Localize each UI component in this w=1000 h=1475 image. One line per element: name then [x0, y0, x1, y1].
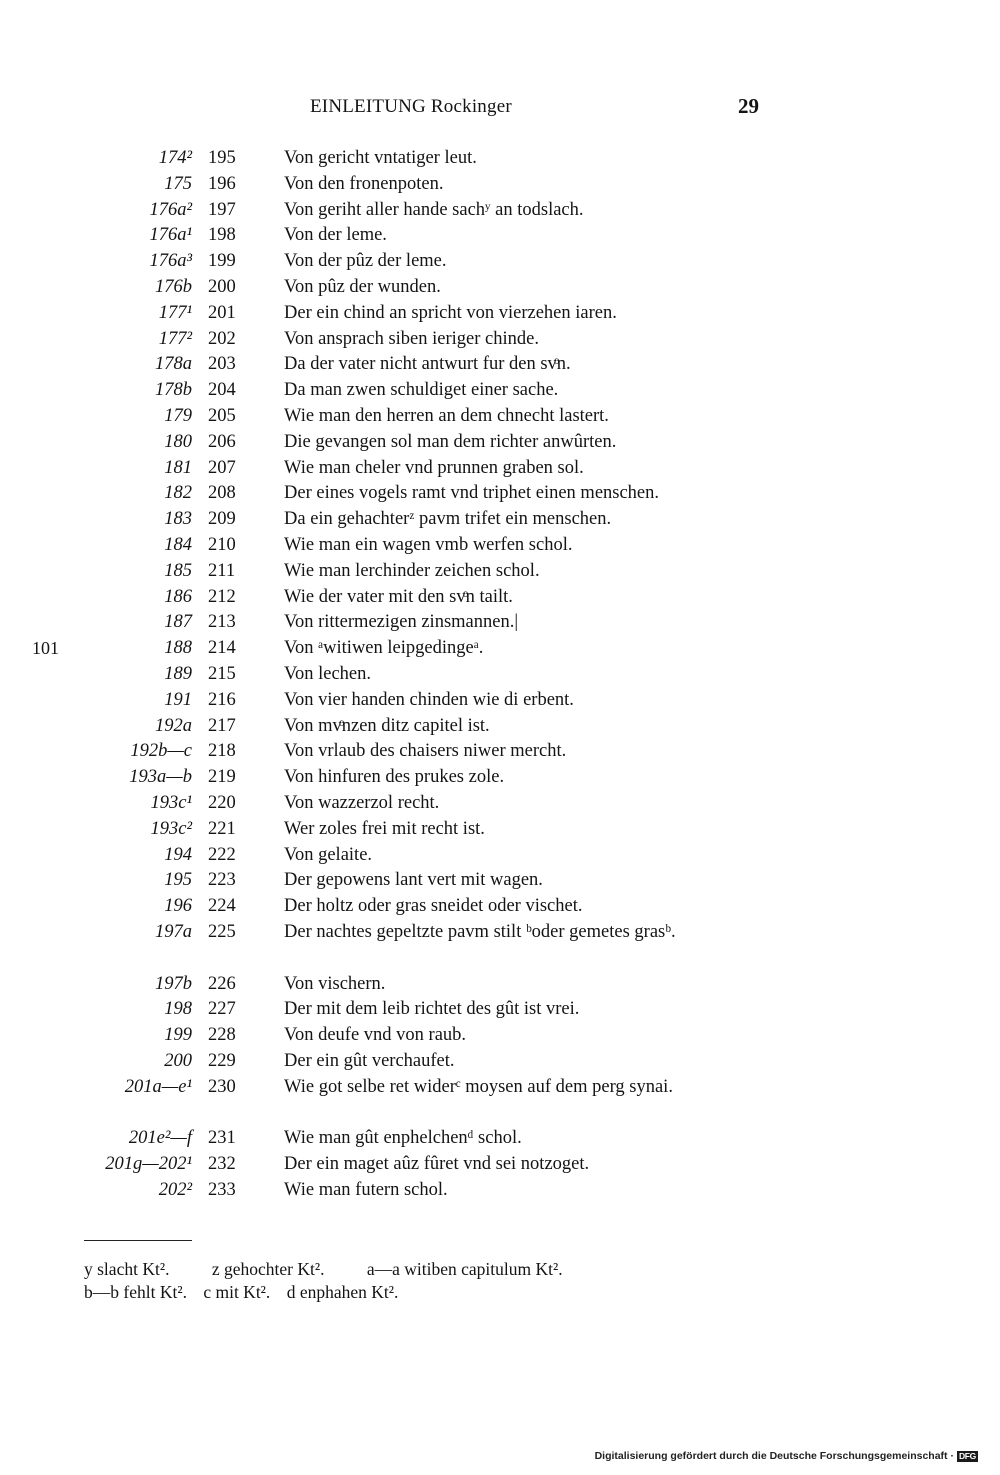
page-number: 29: [738, 94, 759, 118]
index-entry: [0, 507, 1000, 533]
chapter-number: 212: [208, 586, 236, 607]
chapter-number: 207: [208, 457, 236, 478]
chapter-title: Wie der vater mit den svͦn tailt.: [284, 586, 513, 607]
footnote-line-2: [84, 1281, 784, 1304]
chapter-number: 220: [208, 792, 236, 813]
source-reference: 197b: [155, 973, 192, 994]
chapter-title: Da man zwen schuldiget einer sache.: [284, 380, 559, 401]
chapter-number: 203: [208, 354, 236, 375]
chapter-number: 211: [208, 560, 236, 581]
source-reference: 179: [164, 405, 192, 426]
chapter-title: Wie man cheler vnd prunnen graben sol.: [284, 457, 584, 478]
index-entry: [0, 1023, 1000, 1049]
source-reference: 176a²: [149, 199, 192, 220]
index-entry: [0, 533, 1000, 559]
credit-text: Digitalisierung gefördert durch die Deutsche Forschungsgemeinschaft ·: [594, 1450, 954, 1462]
source-reference: 194: [164, 844, 192, 865]
index-entry: [0, 920, 1000, 972]
source-reference: 197a: [155, 921, 192, 942]
chapter-number: 226: [208, 973, 236, 994]
chapter-number: 231: [208, 1128, 236, 1149]
chapter-number: 201: [208, 302, 236, 323]
source-reference: 176a¹: [149, 225, 192, 246]
chapter-title: Der holtz oder gras sneidet oder vischet.: [284, 896, 583, 917]
index-entry: [0, 301, 1000, 327]
chapter-number: 202: [208, 328, 236, 349]
index-entry: [0, 1049, 1000, 1075]
source-reference: 185: [164, 560, 192, 581]
chapter-number: 196: [208, 173, 236, 194]
chapter-title: Von deufe vnd von raub.: [284, 1025, 467, 1046]
chapter-title: Von wazzerzol recht.: [284, 792, 440, 813]
chapter-title: Da der vater nicht antwurt fur den svͦn.: [284, 354, 571, 375]
chapter-number: 214: [208, 638, 236, 659]
chapter-title: Von vischern.: [284, 973, 386, 994]
chapter-title: Der eines vogels ramt vnd triphet einen menschen.: [284, 483, 660, 504]
index-entry: [0, 456, 1000, 482]
chapter-number: 228: [208, 1025, 236, 1046]
chapter-number: 208: [208, 483, 236, 504]
chapter-title: Von mvͦnzen ditz capitel ist.: [284, 715, 490, 736]
chapter-title: Da ein gehachterᶻ pavm trifet ein menschen.: [284, 509, 612, 530]
chapter-number: 216: [208, 689, 236, 710]
footnote-y: y slacht Kt².: [84, 1259, 170, 1279]
chapter-number: 225: [208, 921, 236, 942]
source-reference: 174²: [158, 148, 192, 168]
index-entry: [0, 585, 1000, 611]
chapter-number: 233: [208, 1179, 236, 1200]
index-entry: [0, 430, 1000, 456]
chapter-title: Wie man ein wagen vmb werfen schol.: [284, 534, 573, 555]
index-entry: [0, 843, 1000, 869]
footnote-b: b—b fehlt Kt².: [84, 1282, 187, 1302]
index-entry: [0, 1075, 1000, 1127]
digitization-credit: [595, 1450, 978, 1462]
source-reference: 176b: [155, 276, 192, 297]
chapter-number: 223: [208, 870, 236, 891]
chapter-title: Von der leme.: [284, 225, 387, 246]
chapter-title: Wie man lerchinder zeichen schol.: [284, 560, 540, 581]
chapter-number: 221: [208, 818, 236, 839]
chapter-number: 195: [208, 148, 236, 168]
chapter-title: Der ein gût verchaufet.: [284, 1050, 455, 1071]
chapter-number: 217: [208, 715, 236, 736]
chapter-title: Wer zoles frei mit recht ist.: [284, 818, 485, 839]
index-entry: [0, 662, 1000, 688]
chapter-number: 224: [208, 896, 236, 917]
index-entry: [0, 688, 1000, 714]
index-entry: [0, 610, 1000, 636]
source-reference: 176a³: [149, 251, 192, 272]
index-entry: [0, 223, 1000, 249]
chapter-number: 222: [208, 844, 236, 865]
chapter-number: 206: [208, 431, 236, 452]
running-head-title: EINLEITUNG Rockinger: [310, 96, 512, 117]
source-reference: 178b: [155, 380, 192, 401]
source-reference: 184: [164, 534, 192, 555]
index-entry: [0, 172, 1000, 198]
chapter-number: 199: [208, 251, 236, 272]
index-entry: [0, 817, 1000, 843]
chapter-number: 210: [208, 534, 236, 555]
chapter-title: Von ansprach siben ieriger chinde.: [284, 328, 539, 349]
chapter-title: Von vrlaub des chaisers niwer mercht.: [284, 741, 567, 762]
index-entry: [0, 636, 1000, 662]
index-entry: [0, 714, 1000, 740]
source-reference: 201g—202¹: [105, 1154, 192, 1175]
index-entry: [0, 894, 1000, 920]
chapter-number: 198: [208, 225, 236, 246]
source-reference: 177²: [158, 328, 192, 349]
source-reference: 182: [164, 483, 192, 504]
footnotes: [84, 1258, 784, 1304]
source-reference: 187: [164, 612, 192, 633]
source-reference: 178a: [155, 354, 192, 375]
index-entry: [0, 1126, 1000, 1152]
index-entry: [0, 352, 1000, 378]
footnote-a: a—a witiben capitulum Kt².: [366, 1259, 563, 1279]
index-entry: [0, 404, 1000, 430]
source-reference: 193c¹: [150, 792, 192, 813]
index-entry: [0, 198, 1000, 224]
chapter-title: Von lechen.: [284, 663, 371, 684]
source-reference: 177¹: [158, 302, 192, 323]
chapter-index-list: [0, 146, 1000, 1204]
chapter-number: 229: [208, 1050, 236, 1071]
chapter-number: 200: [208, 276, 236, 297]
chapter-number: 204: [208, 380, 236, 401]
source-reference: 195: [164, 870, 192, 891]
source-reference: 192b—c: [130, 741, 192, 762]
index-entry: [0, 997, 1000, 1023]
chapter-number: 230: [208, 1076, 236, 1097]
index-entry: [0, 1152, 1000, 1178]
chapter-number: 205: [208, 405, 236, 426]
source-reference: 192a: [155, 715, 192, 736]
source-reference: 175: [164, 173, 192, 194]
source-reference: 186: [164, 586, 192, 607]
chapter-title: Von geriht aller hande sachʸ an todslach.: [284, 199, 584, 220]
source-reference: 181: [164, 457, 192, 478]
chapter-number: 218: [208, 741, 236, 762]
index-entry: [0, 249, 1000, 275]
chapter-title: Der mit dem leib richtet des gût ist vrei.: [284, 999, 580, 1020]
footnote-z: z gehochter Kt².: [211, 1259, 325, 1279]
chapter-number: 209: [208, 509, 236, 530]
chapter-number: 227: [208, 999, 236, 1020]
chapter-number: 215: [208, 663, 236, 684]
chapter-number: 197: [208, 199, 236, 220]
footnote-rule: [84, 1240, 192, 1241]
source-reference: 191: [164, 689, 192, 710]
index-entry: [0, 275, 1000, 301]
chapter-title: Wie man futern schol.: [284, 1179, 448, 1200]
chapter-number: 232: [208, 1154, 236, 1175]
chapter-title: Von ᵃwitiwen leipgedingeᵃ.: [284, 638, 484, 659]
source-reference: 201e²—f: [128, 1128, 192, 1149]
chapter-title: Wie man den herren an dem chnecht lastert.: [284, 405, 609, 426]
source-reference: 201a—e¹: [124, 1076, 192, 1097]
source-reference: 193c²: [150, 818, 192, 839]
source-reference: 196: [164, 896, 192, 917]
chapter-title: Der gepowens lant vert mit wagen.: [284, 870, 543, 891]
footnote-line-1: [84, 1258, 784, 1281]
chapter-number: 213: [208, 612, 236, 633]
footnote-d: d enphahen Kt².: [286, 1282, 399, 1302]
source-reference: 189: [164, 663, 192, 684]
footnote-c: c mit Kt².: [203, 1282, 271, 1302]
index-entry: [0, 327, 1000, 353]
chapter-title: Von rittermezigen zinsmannen.|: [284, 612, 519, 633]
chapter-title: Von gericht vntatiger leut.: [284, 148, 477, 168]
margin-page-reference: 101: [32, 638, 59, 659]
source-reference: 183: [164, 509, 192, 530]
source-reference: 200: [164, 1050, 192, 1071]
index-entry: [0, 868, 1000, 894]
dfg-logo: DFG: [958, 1450, 976, 1461]
index-entry: [0, 791, 1000, 817]
chapter-title: Von hinfuren des prukes zole.: [284, 767, 505, 788]
index-entry: [0, 765, 1000, 791]
chapter-title: Wie got selbe ret widerᶜ moysen auf dem perg synai.: [284, 1076, 673, 1097]
chapter-title: Die gevangen sol man dem richter anwûrten.: [284, 431, 617, 452]
source-reference: 193a—b: [129, 767, 192, 788]
source-reference: 202²: [158, 1179, 192, 1200]
source-reference: 188: [164, 638, 192, 659]
chapter-title: Der ein maget aûz fûret vnd sei notzoget.: [284, 1154, 590, 1175]
chapter-number: 219: [208, 767, 236, 788]
chapter-title: Der ein chind an spricht von vierzehen iaren.: [284, 302, 617, 323]
index-entry: [0, 378, 1000, 404]
chapter-title: Von der pûz der leme.: [284, 251, 447, 272]
index-entry: [0, 972, 1000, 998]
index-entry: [0, 559, 1000, 585]
chapter-title: Von gelaite.: [284, 844, 373, 865]
index-entry: [0, 1178, 1000, 1204]
chapter-title: Von vier handen chinden wie di erbent.: [284, 689, 574, 710]
source-reference: 180: [164, 431, 192, 452]
index-entry: [0, 146, 1000, 172]
chapter-title: Der nachtes gepeltzte pavm stilt ᵇoder gemetes grasᵇ.: [284, 921, 676, 942]
chapter-title: Von den fronenpoten.: [284, 173, 444, 194]
chapter-title: Von pûz der wunden.: [284, 276, 441, 297]
index-entry: [0, 481, 1000, 507]
source-reference: 198: [164, 999, 192, 1020]
chapter-title: Wie man gût enphelchenᵈ schol.: [284, 1128, 522, 1149]
index-entry: [0, 739, 1000, 765]
source-reference: 199: [164, 1025, 192, 1046]
